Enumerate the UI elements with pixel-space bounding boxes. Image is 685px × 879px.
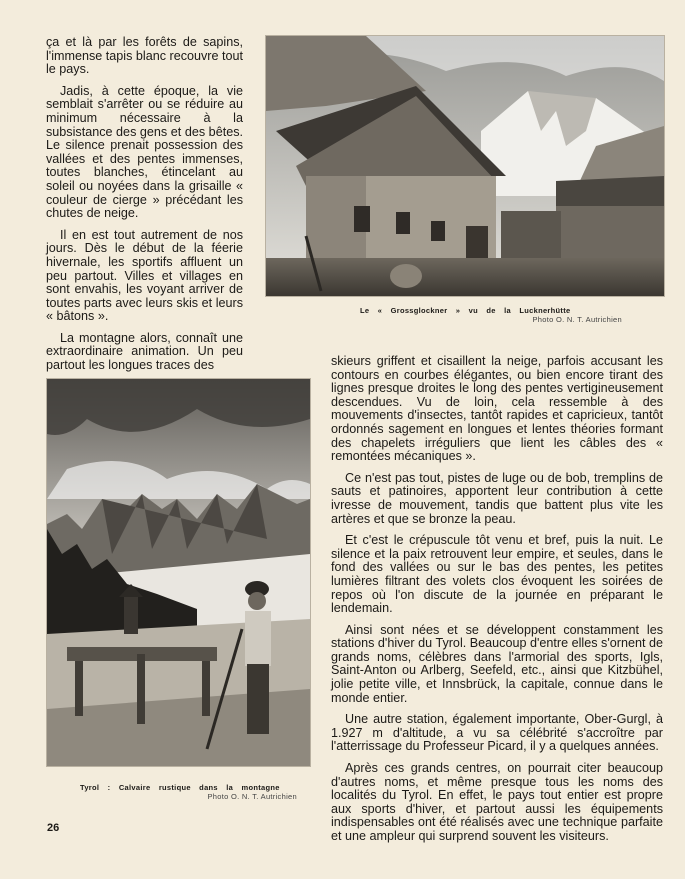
chalets-mountain-illustration (266, 36, 664, 296)
page-number: 26 (47, 822, 60, 834)
photo-credit: Photo O. N. T. Autrichien (207, 792, 297, 801)
paragraph: Ainsi sont nées et se développent constamment les stations d'hiver du Tyrol. Beaucoup d'entre elles s'ornent de grands noms, célèbres dans l'armorial des sports, Igls, Saint-Anton ou Arlberg, Seefeld, etc., ainsi que Kitzbühel, jolie petite ville, et Innsbrück, la capitale, connue dans le monde entier. (331, 622, 663, 705)
paragraph: Et c'est le crépuscule tôt venu et bref, puis la nuit. Le silence et la paix retrouvent leur empire, et seules, dans le fond des vallées ou sur le bas des pentes, les petites lumières filtrant des volets clos évoquent les soirées de repos où l'on discute de la journée en préparant le lendemain. (331, 533, 663, 616)
caption-title: Tyrol : Calvaire rustique dans la montagne (80, 783, 280, 792)
right-text-column (331, 355, 663, 852)
left-text-column (46, 36, 243, 381)
paragraph: Il en est tout autrement de nos jours. Dès le début de la féerie hivernale, les sportifs affluent un peu partout. Villes et villages en sont envahis, les voyant arriver de toutes parts avec leurs skis et leurs « bâtons ». (46, 227, 243, 324)
photo-credit: Photo O. N. T. Autrichien (532, 315, 622, 324)
paragraph: La montagne alors, connaît une extraordinaire animation. Un peu partout les longues traces des (46, 330, 243, 373)
calvaire-illustration (47, 379, 310, 766)
calvaire-mountain-photo (46, 378, 311, 767)
paragraph: Jadis, à cette époque, la vie semblait s'arrêter ou se réduire au minimum nécessaire à la subsistance des gens et des bêtes. Le silence prenait possession des vallées et des pentes immenses, toutes blanches, étincelant au soleil ou noyées dans la grisaille « couleur de cierge » précédant les chutes de neige. (46, 83, 243, 221)
caption-title: Le « Grossglockner » vu de la Lucknerhütte (360, 306, 571, 315)
paragraph: ça et là par les forêts de sapins, l'immense tapis blanc recouvre tout le pays. (46, 35, 243, 77)
photo-caption (80, 783, 297, 801)
paragraph: Ce n'est pas tout, pistes de luge ou de bob, tremplins de sauts et patinoires, apportent leur contribution à cette ivresse de mouvement, tandis que battent plus vite les artères et que se bronze la peau. (331, 470, 663, 526)
paragraph: skieurs griffent et cisaillent la neige, parfois accusant les contours en courbes élégantes, ou bien encore tirant des lignes presque droites le long des pentes vertigineusement descendues. Vu de loin, cela ressemble à des mouvements d'insectes, tantôt rapides et capricieux, tantôt ordonnés sagement en longues et lentes théories formant des chapelets irréguliers que lient les câbles des « remontées mécaniques ». (331, 354, 663, 464)
paragraph: Après ces grands centres, on pourrait citer beaucoup d'autres noms, et même presque tous les noms des localités du Tyrol. En effet, le pays tout entier est propre aux sports d'hiver, et partout aussi les équipements indispensables ont été réalisés avec une technique parfaite et une ampleur qui surprend souvent les visiteurs. (331, 761, 663, 843)
chalets-mountain-photo (265, 35, 665, 297)
paragraph: Une autre station, également importante, Ober-Gurgl, à 1.927 m d'altitude, a vu sa célébrité s'accroître par l'atterrissage du Professeur Picard, il y a quelques années. (331, 712, 663, 754)
photo-caption (360, 306, 622, 324)
